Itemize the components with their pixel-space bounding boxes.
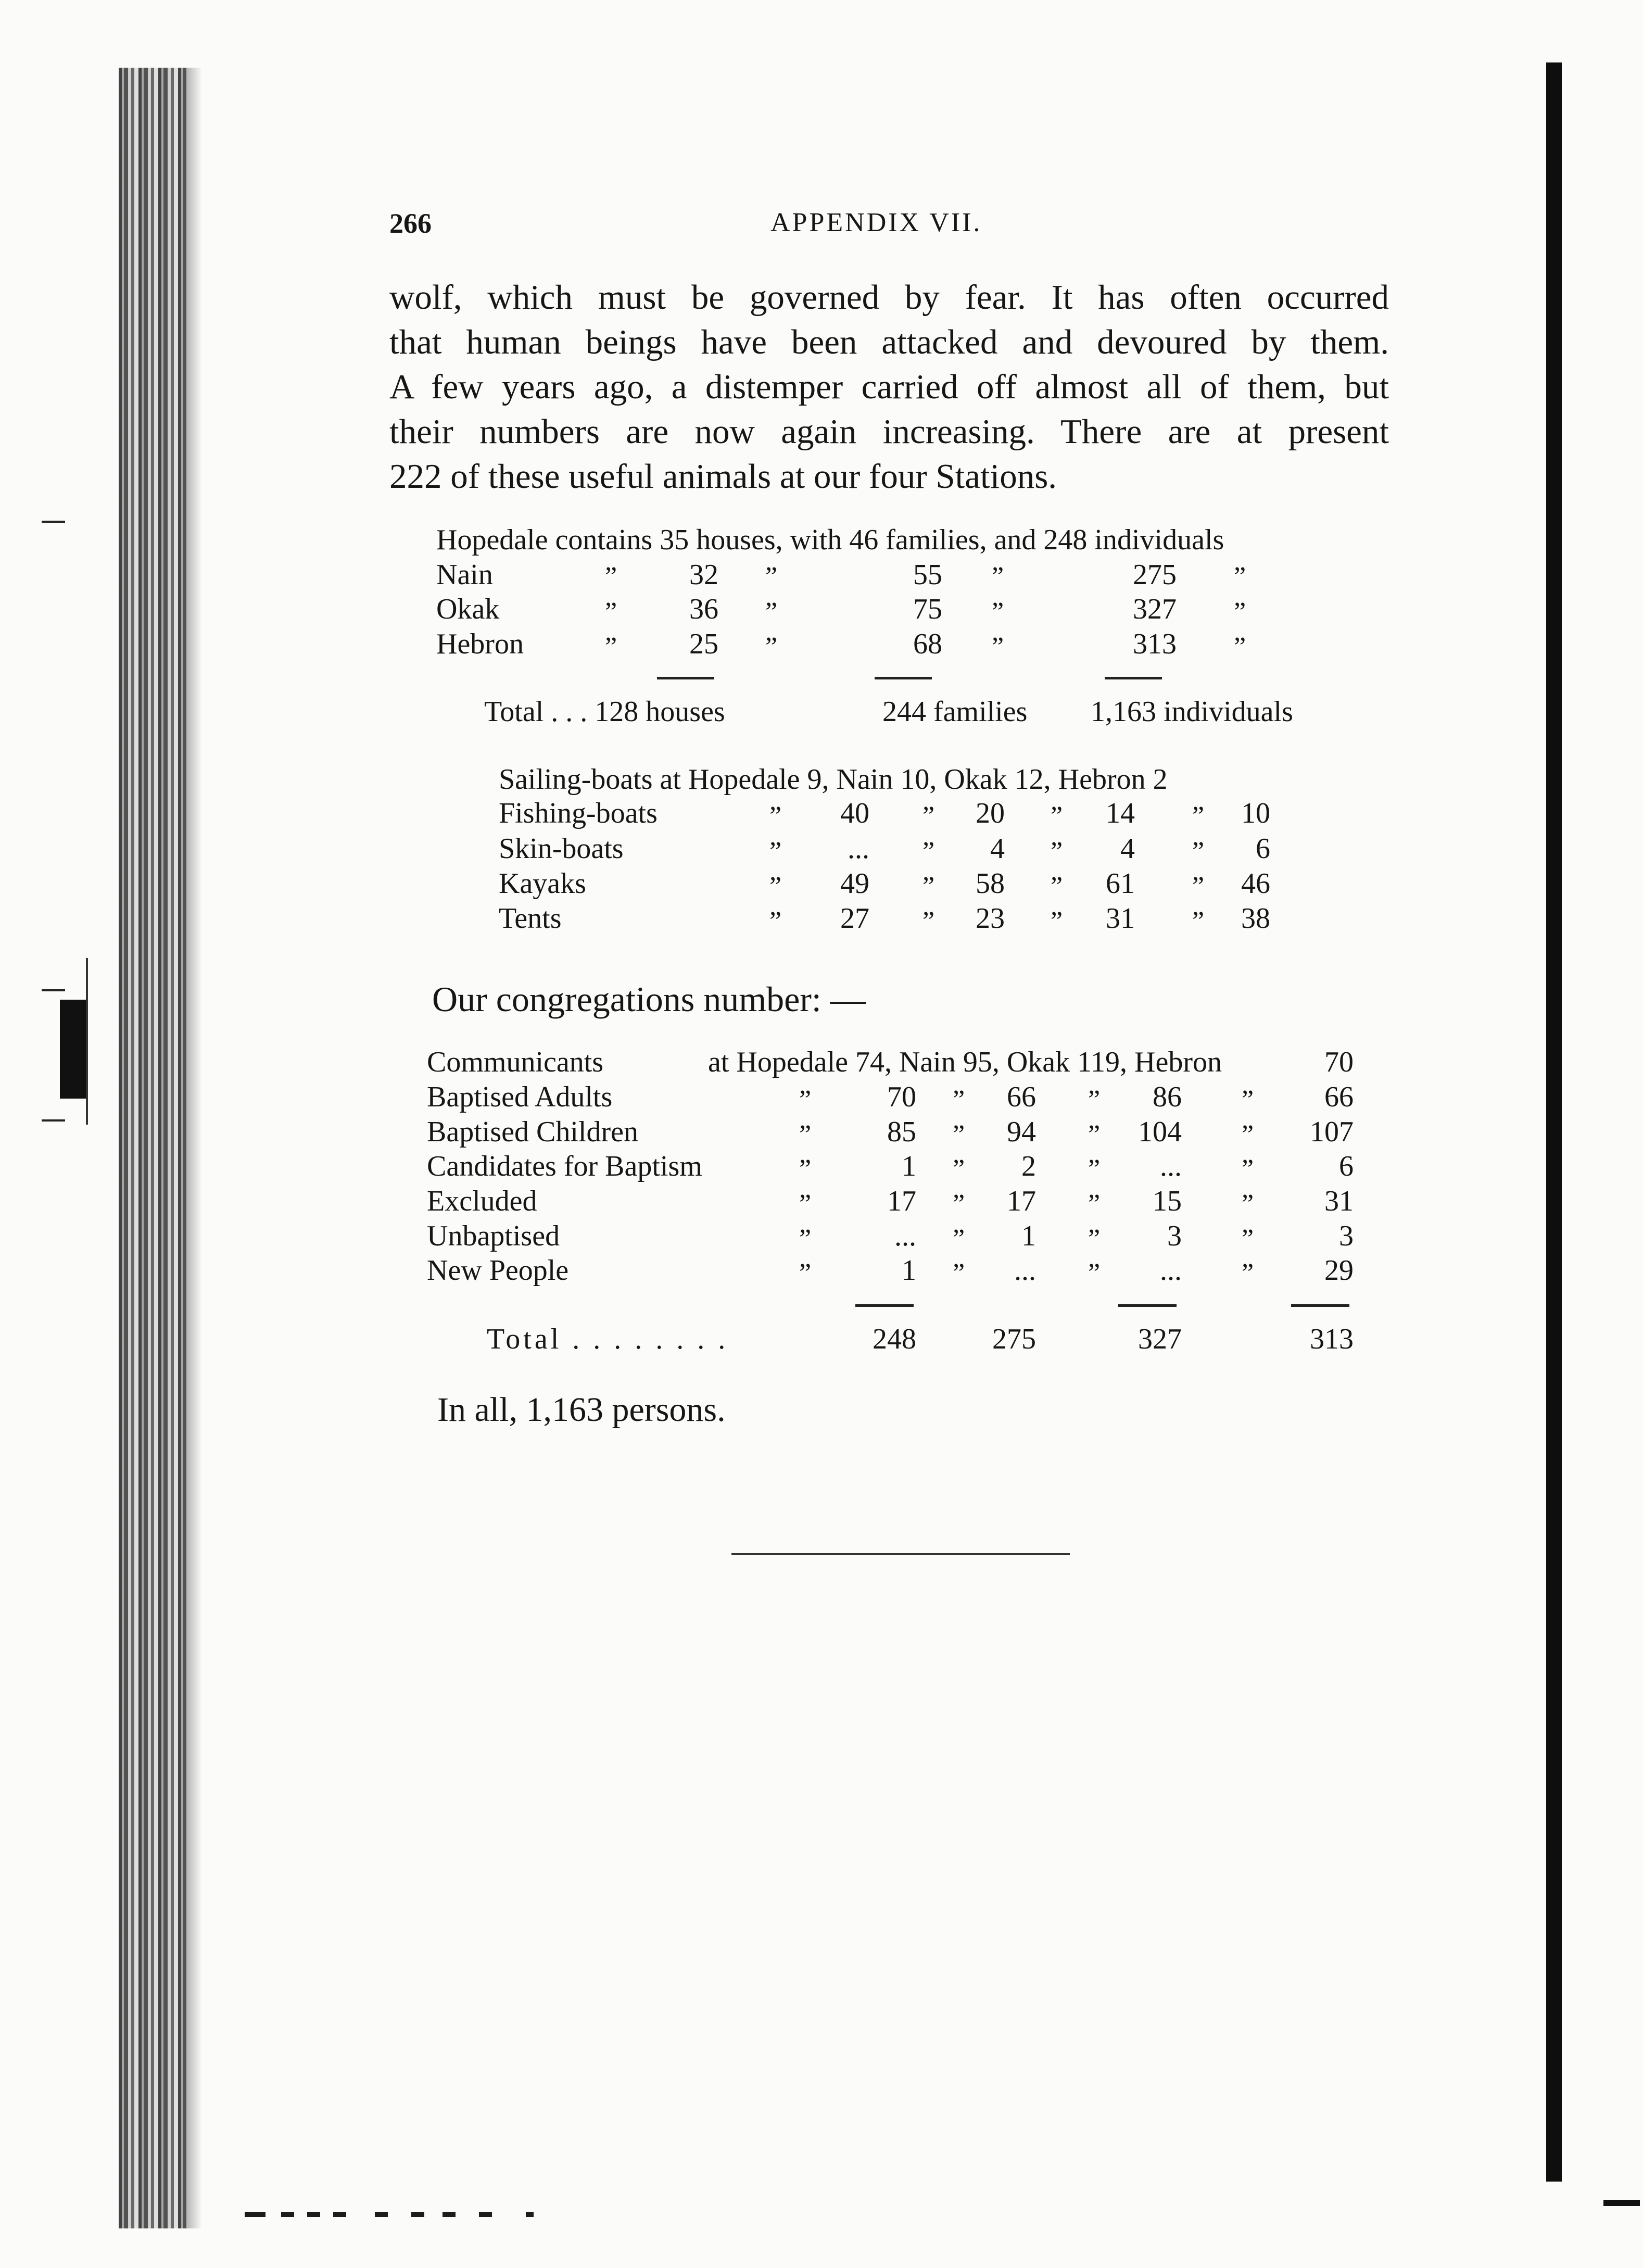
row-label: Excluded <box>427 1185 537 1217</box>
ditto-mark: ” <box>1088 1085 1101 1115</box>
sum-rule <box>1118 1304 1177 1307</box>
ditto-mark: ” <box>1242 1085 1254 1115</box>
hopedale-value: 85 <box>887 1116 916 1148</box>
row-label: Skin-boats <box>499 833 624 865</box>
okak-value: 31 <box>1106 902 1135 935</box>
ditto-mark: ” <box>953 1224 965 1254</box>
hopedale-value: ... <box>848 833 869 865</box>
okak-value: 3 <box>1167 1220 1182 1252</box>
row-label: Tents <box>499 902 562 935</box>
row-label: Communicants <box>427 1046 604 1078</box>
ditto-mark: ” <box>922 837 935 866</box>
ditto-mark: ” <box>922 906 935 936</box>
paragraph-line: that human beings have been attacked and devoured by them. <box>389 323 1389 361</box>
ditto-mark: ” <box>769 801 782 831</box>
ditto-mark: ” <box>1088 1120 1101 1150</box>
nain-value: 20 <box>976 797 1005 829</box>
okak-value: 104 <box>1138 1116 1182 1148</box>
row-label: Candidates for Baptism <box>427 1150 702 1182</box>
hebron-value: 70 <box>1324 1046 1354 1078</box>
ditto-mark: ” <box>765 562 778 591</box>
nain-value: 58 <box>976 867 1005 900</box>
ditto-mark: ” <box>1242 1120 1254 1150</box>
ditto-mark: ” <box>1088 1189 1101 1219</box>
hebron-value: 107 <box>1310 1116 1354 1148</box>
right-edge-bar <box>1546 62 1562 2182</box>
hopedale-value: 70 <box>887 1081 916 1113</box>
ditto-mark: ” <box>1192 872 1205 901</box>
hopedale-value: 17 <box>887 1185 916 1217</box>
paragraph-line: 222 of these useful animals at our four Stations. <box>389 457 1057 496</box>
row-label: Fishing-boats <box>499 797 658 829</box>
ditto-mark: ” <box>1234 562 1246 591</box>
ditto-mark: ” <box>922 872 935 901</box>
okak-total: 327 <box>1138 1323 1182 1355</box>
row-label: Unbaptised <box>427 1220 560 1252</box>
hebron-value: 29 <box>1324 1254 1354 1287</box>
row-label: Okak <box>436 593 500 625</box>
hebron-value: 66 <box>1324 1081 1354 1113</box>
ditto-mark: ” <box>765 597 778 627</box>
nain-value: 4 <box>990 833 1005 865</box>
nain-total: 275 <box>992 1323 1036 1355</box>
ditto-mark: ” <box>992 597 1004 627</box>
ditto-mark: ” <box>922 801 935 831</box>
nain-value: 17 <box>1007 1185 1036 1217</box>
hebron-value: 6 <box>1339 1150 1354 1182</box>
page-number: 266 <box>389 208 432 239</box>
ditto-mark: ” <box>953 1189 965 1219</box>
okak-value: 14 <box>1106 797 1135 829</box>
hopedale-value: ... <box>894 1220 916 1252</box>
ditto-mark: ” <box>1051 872 1063 901</box>
ditto-mark: ” <box>799 1224 812 1254</box>
paragraph-line: their numbers are now again increasing. There are at present <box>389 412 1389 451</box>
edge-line <box>86 958 88 1125</box>
families-total: 244 families <box>882 696 1028 728</box>
ditto-mark: ” <box>1088 1258 1101 1288</box>
ditto-mark: ” <box>1051 837 1063 866</box>
nain-value: ... <box>1014 1254 1036 1287</box>
houses-value: 25 <box>689 628 718 660</box>
bottom-dash <box>443 2212 456 2217</box>
okak-value: ... <box>1160 1254 1182 1287</box>
ditto-mark: ” <box>1192 801 1205 831</box>
individuals-total: 1,163 individuals <box>1091 696 1293 728</box>
sum-rule <box>1291 1304 1349 1307</box>
hebron-total: 313 <box>1310 1323 1354 1355</box>
congregations-total-label: Total . . . . . . . . <box>487 1323 729 1355</box>
closing-line: In all, 1,163 persons. <box>437 1391 726 1429</box>
ditto-mark: ” <box>992 562 1004 591</box>
okak-value: 86 <box>1153 1081 1182 1113</box>
ditto-mark: ” <box>992 632 1004 662</box>
nain-value: 1 <box>1021 1220 1036 1252</box>
ditto-mark: ” <box>605 597 617 627</box>
bottom-dash <box>281 2212 294 2217</box>
hopedale-value: 1 <box>902 1254 916 1287</box>
ditto-mark: ” <box>769 906 782 936</box>
ditto-mark: ” <box>1242 1189 1254 1219</box>
sum-rule <box>855 1304 914 1307</box>
bottom-dash <box>333 2212 346 2217</box>
edge-mark <box>42 1119 65 1122</box>
scanned-spine-fade <box>186 68 202 2228</box>
bottom-dash <box>307 2212 320 2217</box>
row-label: Nain <box>436 559 493 591</box>
ditto-mark: ” <box>1192 906 1205 936</box>
hopedale-total: 248 <box>873 1323 916 1355</box>
hebron-value: 38 <box>1241 902 1270 935</box>
hopedale-value: 40 <box>840 797 869 829</box>
ditto-mark: ” <box>1234 632 1246 662</box>
ditto-mark: ” <box>605 562 617 591</box>
hebron-value: 6 <box>1256 833 1270 865</box>
ditto-mark: ” <box>1051 801 1063 831</box>
ditto-mark: ” <box>799 1258 812 1288</box>
running-head: APPENDIX VII. <box>770 208 982 237</box>
families-value: 55 <box>913 559 942 591</box>
hebron-value: 46 <box>1241 867 1270 900</box>
ditto-mark: ” <box>1088 1224 1101 1254</box>
bottom-dash <box>245 2212 266 2217</box>
scanned-spine-shadow <box>119 68 186 2228</box>
ditto-mark: ” <box>799 1189 812 1219</box>
ditto-mark: ” <box>953 1154 965 1184</box>
ditto-mark: ” <box>953 1085 965 1115</box>
boats-first-row: Sailing-boats at Hopedale 9, Nain 10, Okak 12, Hebron 2 <box>499 763 1168 796</box>
paragraph-line: A few years ago, a distemper carried off almost all of them, but <box>389 368 1389 406</box>
row-label: Hebron <box>436 628 524 660</box>
ditto-mark: ” <box>605 632 617 662</box>
ditto-mark: ” <box>1242 1224 1254 1254</box>
hebron-value: 10 <box>1241 797 1270 829</box>
hopedale-value: 1 <box>902 1150 916 1182</box>
ditto-mark: ” <box>765 632 778 662</box>
edge-mark <box>42 521 65 523</box>
row-label: Baptised Adults <box>427 1081 613 1113</box>
bottom-dash <box>526 2212 534 2217</box>
okak-value: 15 <box>1153 1185 1182 1217</box>
end-rule <box>731 1553 1070 1555</box>
individuals-value: 275 <box>1133 559 1177 591</box>
nain-value: 66 <box>1007 1081 1036 1113</box>
houses-value: 32 <box>689 559 718 591</box>
nain-value: 23 <box>976 902 1005 935</box>
individuals-value: 313 <box>1133 628 1177 660</box>
edge-mark <box>42 989 65 991</box>
ditto-mark: ” <box>769 837 782 866</box>
okak-value: 61 <box>1106 867 1135 900</box>
bottom-dash <box>411 2212 424 2217</box>
row-label: Kayaks <box>499 867 586 900</box>
right-edge-dash <box>1603 2200 1640 2206</box>
ditto-mark: ” <box>769 872 782 901</box>
hopedale-value: 27 <box>840 902 869 935</box>
ditto-mark: ” <box>799 1085 812 1115</box>
bottom-dash <box>375 2212 388 2217</box>
edge-block <box>60 1000 86 1099</box>
row-label: New People <box>427 1254 569 1287</box>
sum-rule <box>657 677 714 679</box>
body-paragraph <box>389 275 1389 499</box>
bottom-dash <box>479 2212 492 2217</box>
hebron-value: 3 <box>1339 1220 1354 1252</box>
individuals-value: 327 <box>1133 593 1177 625</box>
ditto-mark: ” <box>953 1258 965 1288</box>
houses-first-row: Hopedale contains 35 houses, with 46 families, and 248 individuals <box>436 524 1224 556</box>
ditto-mark: ” <box>1051 906 1063 936</box>
ditto-mark: ” <box>1192 837 1205 866</box>
houses-total-label: Total . . . 128 houses <box>484 696 725 728</box>
congregations-heading: Our congregations number: — <box>432 979 866 1019</box>
ditto-mark: ” <box>1242 1154 1254 1184</box>
ditto-mark: ” <box>1234 597 1246 627</box>
nain-value: 2 <box>1021 1150 1036 1182</box>
ditto-mark: ” <box>1088 1154 1101 1184</box>
okak-value: 4 <box>1120 833 1135 865</box>
ditto-mark: ” <box>1242 1258 1254 1288</box>
communicants-row-text: at Hopedale 74, Nain 95, Okak 119, Hebron <box>708 1046 1222 1078</box>
houses-value: 36 <box>689 593 718 625</box>
ditto-mark: ” <box>799 1120 812 1150</box>
hebron-value: 31 <box>1324 1185 1354 1217</box>
ditto-mark: ” <box>953 1120 965 1150</box>
sum-rule <box>875 677 932 679</box>
row-label: Baptised Children <box>427 1116 638 1148</box>
families-value: 75 <box>913 593 942 625</box>
families-value: 68 <box>913 628 942 660</box>
nain-value: 94 <box>1007 1116 1036 1148</box>
paragraph-line: wolf, which must be governed by fear. It has often occurred <box>389 278 1389 317</box>
ditto-mark: ” <box>799 1154 812 1184</box>
sum-rule <box>1105 677 1162 679</box>
okak-value: ... <box>1160 1150 1182 1182</box>
hopedale-value: 49 <box>840 867 869 900</box>
